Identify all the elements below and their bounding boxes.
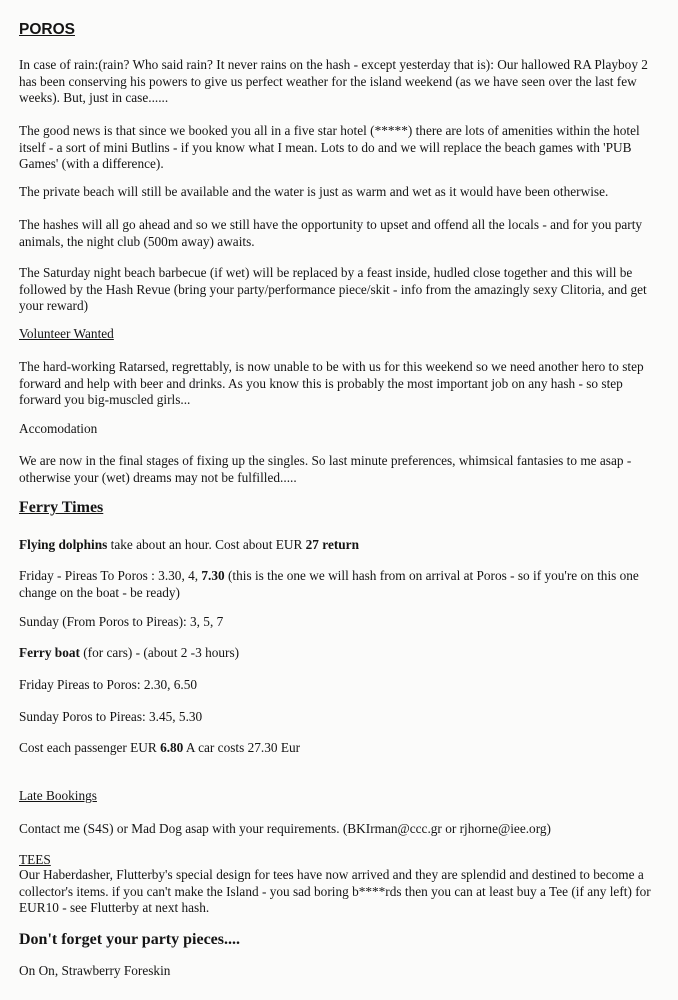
friday-times-bold: 7.30 — [201, 568, 225, 583]
late-bookings-heading: Late Bookings — [19, 788, 97, 803]
boat-sunday-times: Sunday Poros to Pireas: 3.45, 5.30 — [19, 709, 203, 724]
accomodation-heading: Accomodation — [19, 421, 98, 436]
friday-times-b: (this is the one we will hash from on arrival at Poros - so if you're on this one change on the boat - be ready) — [19, 568, 639, 600]
rain-paragraph-1: In case of rain:(rain? Who said rain? It never rains on the hash - except yesterday that is): Our hallowed RA Playboy 2 has been conserving his powers to give us perfect weather for the island weekend (as we have seen over the last few weeks). But, just in case...... — [19, 57, 648, 105]
flying-dolphins-label: Flying dolphins — [19, 537, 108, 552]
cost-a: Cost each passenger EUR — [19, 740, 161, 755]
late-bookings-text: Contact me (S4S) or Mad Dog asap with your requirements. (BKIrman@ccc.gr or rjhorne@iee.org) — [19, 821, 551, 836]
cost-line — [19, 740, 667, 757]
boat-friday-times: Friday Pireas to Poros: 2.30, 6.50 — [19, 677, 198, 692]
sunday-dolphin-times: Sunday (From Poros to Pireas): 3, 5, 7 — [19, 614, 224, 629]
ferry-boat-label: Ferry boat — [19, 645, 80, 660]
accomodation-text: We are now in the final stages of fixing up the singles. So last minute preferences, whimsical fantasies to me asap - otherwise your (wet) dreams may not be fulfilled..... — [19, 453, 632, 485]
flying-dolphins-text: take about an hour. Cost about EUR — [107, 537, 306, 552]
flying-dolphins-line — [19, 537, 667, 554]
cost-bold: 6.80 — [160, 740, 184, 755]
tees-heading: TEES — [19, 852, 51, 867]
friday-dolphin-times — [19, 568, 667, 601]
ferry-boat-line — [19, 645, 667, 662]
ferry-times-heading: Ferry Times — [19, 499, 104, 516]
rain-paragraph-4: The hashes will all go ahead and so we still have the opportunity to upset and offend all the locals - and for you party animals, the night club (500m away) awaits. — [19, 217, 643, 249]
rain-paragraph-2: The good news is that since we booked you all in a five star hotel (*****) there are lots of amenities within the hotel itself - a sort of mini Butlins - if you know what I mean. Lots to do and we will replace the beach games with 'PUB Games' (with a difference). — [19, 123, 640, 171]
flying-dolphins-cost: 27 return — [305, 537, 359, 552]
page-title: POROS — [19, 21, 75, 38]
closing-line: Don't forget your party pieces.... — [19, 931, 240, 948]
cost-b: A car costs 27.30 Eur — [183, 740, 301, 755]
volunteer-text: The hard-working Ratarsed, regrettably, is now unable to be with us for this weekend so we need another hero to step forward and help with beer and drinks. As you know this is probably the most important job on any hash - so step forward you big-muscled girls... — [19, 359, 644, 407]
ferry-boat-text: (for cars) - (about 2 -3 hours) — [79, 645, 240, 660]
rain-paragraph-3: The private beach will still be available and the water is just as warm and wet as it would have been otherwise. — [19, 184, 609, 199]
signoff: On On, Strawberry Foreskin — [19, 963, 171, 978]
volunteer-heading: Volunteer Wanted — [19, 326, 114, 341]
friday-times-a: Friday - Pireas To Poros : 3.30, 4, — [19, 568, 202, 583]
tees-text: Our Haberdasher, Flutterby's special design for tees have now arrived and they are splendid and destined to become a collector's items. if you can't make the Island - you sad boring b****rds then you can at least buy a Tee (if any left) for EUR10 - see Flutterby at next hash. — [19, 867, 651, 915]
rain-paragraph-5: The Saturday night beach barbecue (if wet) will be replaced by a feast inside, hudled close together and this will be followed by the Hash Revue (bring your party/performance piece/skit - info from the amazingly sexy Clitoria, and get your reward) — [19, 265, 647, 313]
